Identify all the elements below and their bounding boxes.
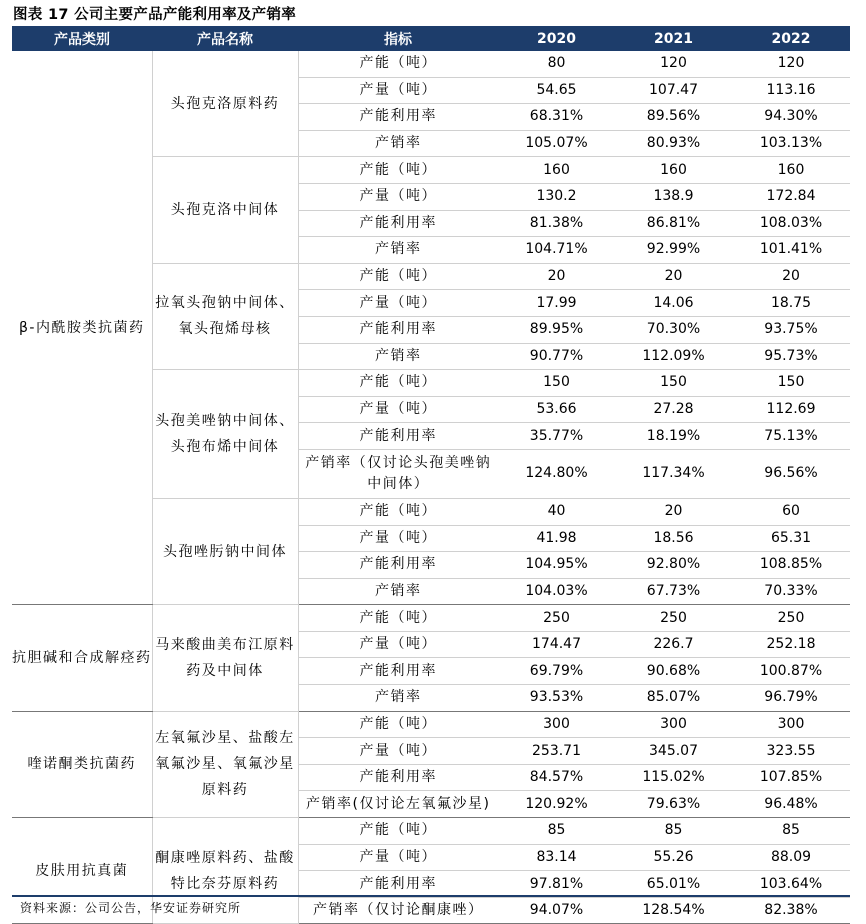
value-2022-cell: 70.33% — [732, 578, 850, 605]
indicator-cell: 产量（吨） — [298, 631, 498, 658]
indicator-cell: 产能（吨） — [298, 498, 498, 525]
value-2021-cell: 55.26 — [615, 844, 732, 871]
value-2020-cell: 41.98 — [498, 525, 615, 552]
value-2021-cell: 20 — [615, 498, 732, 525]
value-2022-cell: 95.73% — [732, 343, 850, 370]
table-row — [12, 605, 850, 632]
product-cell: 左氧氟沙星、盐酸左氧氟沙星、氧氟沙星原料药 — [152, 711, 298, 817]
value-2022-cell: 172.84 — [732, 183, 850, 210]
indicator-cell: 产量（吨） — [298, 396, 498, 423]
value-2022-cell: 108.03% — [732, 210, 850, 237]
indicator-cell: 产能利用率 — [298, 658, 498, 685]
indicator-cell: 产销率 — [298, 578, 498, 605]
product-cell: 头孢克洛原料药 — [152, 51, 298, 157]
value-2020-cell: 81.38% — [498, 210, 615, 237]
value-2021-cell: 92.99% — [615, 237, 732, 264]
value-2022-cell: 96.48% — [732, 791, 850, 818]
value-2021-cell: 120 — [615, 51, 732, 77]
capacity-table — [12, 26, 850, 924]
value-2021-cell: 70.30% — [615, 316, 732, 343]
value-2020-cell: 105.07% — [498, 130, 615, 157]
table-row — [12, 818, 850, 845]
indicator-cell: 产销率(仅讨论左氧氟沙星) — [298, 791, 498, 818]
value-2022-cell: 112.69 — [732, 396, 850, 423]
header-product: 产品名称 — [152, 26, 298, 51]
value-2020-cell: 174.47 — [498, 631, 615, 658]
value-2021-cell: 80.93% — [615, 130, 732, 157]
value-2020-cell: 130.2 — [498, 183, 615, 210]
value-2020-cell: 124.80% — [498, 449, 615, 498]
value-2022-cell: 82.38% — [732, 897, 850, 924]
value-2020-cell: 160 — [498, 157, 615, 184]
value-2020-cell: 69.79% — [498, 658, 615, 685]
value-2022-cell: 103.13% — [732, 130, 850, 157]
indicator-cell: 产能（吨） — [298, 370, 498, 397]
value-2022-cell: 96.56% — [732, 449, 850, 498]
value-2021-cell: 85 — [615, 818, 732, 845]
source-note: 资料来源：公司公告，华安证券研究所 — [20, 901, 242, 915]
header-2021: 2021 — [615, 26, 732, 51]
value-2021-cell: 107.47 — [615, 77, 732, 104]
value-2020-cell: 120.92% — [498, 791, 615, 818]
value-2020-cell: 253.71 — [498, 738, 615, 765]
value-2021-cell: 300 — [615, 711, 732, 738]
value-2020-cell: 94.07% — [498, 897, 615, 924]
value-2022-cell: 160 — [732, 157, 850, 184]
table-row — [12, 711, 850, 738]
value-2021-cell: 14.06 — [615, 290, 732, 317]
value-2022-cell: 94.30% — [732, 104, 850, 131]
value-2022-cell: 85 — [732, 818, 850, 845]
value-2022-cell: 101.41% — [732, 237, 850, 264]
value-2022-cell: 323.55 — [732, 738, 850, 765]
indicator-cell: 产量（吨） — [298, 738, 498, 765]
value-2020-cell: 93.53% — [498, 685, 615, 712]
indicator-cell: 产销率 — [298, 343, 498, 370]
value-2021-cell: 92.80% — [615, 552, 732, 579]
header-category: 产品类别 — [12, 26, 152, 51]
product-cell: 头孢克洛中间体 — [152, 157, 298, 263]
value-2021-cell: 138.9 — [615, 183, 732, 210]
header-2020: 2020 — [498, 26, 615, 51]
value-2022-cell: 100.87% — [732, 658, 850, 685]
indicator-cell: 产能利用率 — [298, 423, 498, 450]
header-row — [12, 26, 850, 51]
value-2022-cell: 18.75 — [732, 290, 850, 317]
value-2022-cell: 20 — [732, 263, 850, 290]
indicator-cell: 产销率 — [298, 685, 498, 712]
indicator-cell: 产量（吨） — [298, 844, 498, 871]
value-2021-cell: 27.28 — [615, 396, 732, 423]
value-2020-cell: 150 — [498, 370, 615, 397]
value-2021-cell: 160 — [615, 157, 732, 184]
value-2020-cell: 54.65 — [498, 77, 615, 104]
product-cell: 头孢美唑钠中间体、头孢布烯中间体 — [152, 370, 298, 499]
value-2020-cell: 104.71% — [498, 237, 615, 264]
value-2022-cell: 107.85% — [732, 764, 850, 791]
value-2021-cell: 86.81% — [615, 210, 732, 237]
value-2020-cell: 300 — [498, 711, 615, 738]
value-2022-cell: 120 — [732, 51, 850, 77]
indicator-cell: 产能（吨） — [298, 711, 498, 738]
indicator-cell: 产销率（仅讨论头孢美唑钠中间体） — [298, 449, 498, 498]
value-2022-cell: 300 — [732, 711, 850, 738]
indicator-cell: 产量（吨） — [298, 77, 498, 104]
indicator-cell: 产量（吨） — [298, 290, 498, 317]
product-cell: 酮康唑原料药、盐酸特比奈芬原料药 — [152, 818, 298, 924]
value-2020-cell: 84.57% — [498, 764, 615, 791]
value-2022-cell: 252.18 — [732, 631, 850, 658]
header-2022: 2022 — [732, 26, 850, 51]
value-2020-cell: 35.77% — [498, 423, 615, 450]
value-2021-cell: 79.63% — [615, 791, 732, 818]
value-2020-cell: 80 — [498, 51, 615, 77]
table-bottom-rule — [12, 895, 850, 897]
indicator-cell: 产能利用率 — [298, 104, 498, 131]
value-2020-cell: 104.95% — [498, 552, 615, 579]
value-2021-cell: 65.01% — [615, 871, 732, 898]
indicator-cell: 产能（吨） — [298, 157, 498, 184]
value-2021-cell: 85.07% — [615, 685, 732, 712]
indicator-cell: 产销率 — [298, 130, 498, 157]
table-title: 图表 17 公司主要产品产能利用率及产销率 — [13, 7, 297, 23]
value-2020-cell: 85 — [498, 818, 615, 845]
value-2022-cell: 113.16 — [732, 77, 850, 104]
value-2021-cell: 112.09% — [615, 343, 732, 370]
value-2020-cell: 83.14 — [498, 844, 615, 871]
indicator-cell: 产量（吨） — [298, 183, 498, 210]
value-2021-cell: 115.02% — [615, 764, 732, 791]
table-row — [12, 51, 850, 77]
value-2020-cell: 104.03% — [498, 578, 615, 605]
value-2020-cell: 250 — [498, 605, 615, 632]
value-2021-cell: 67.73% — [615, 578, 732, 605]
value-2021-cell: 18.56 — [615, 525, 732, 552]
category-cell: 抗胆碱和合成解痉药 — [12, 605, 152, 711]
value-2020-cell: 17.99 — [498, 290, 615, 317]
product-cell: 拉氧头孢钠中间体、氧头孢烯母核 — [152, 263, 298, 369]
header-indicator: 指标 — [298, 26, 498, 51]
value-2021-cell: 90.68% — [615, 658, 732, 685]
value-2022-cell: 108.85% — [732, 552, 850, 579]
value-2020-cell: 40 — [498, 498, 615, 525]
indicator-cell: 产销率 — [298, 237, 498, 264]
category-cell: 喹诺酮类抗菌药 — [12, 711, 152, 817]
value-2021-cell: 150 — [615, 370, 732, 397]
value-2020-cell: 53.66 — [498, 396, 615, 423]
value-2021-cell: 128.54% — [615, 897, 732, 924]
value-2022-cell: 96.79% — [732, 685, 850, 712]
value-2021-cell: 226.7 — [615, 631, 732, 658]
value-2022-cell: 103.64% — [732, 871, 850, 898]
category-cell: 皮肤用抗真菌 — [12, 818, 152, 924]
value-2021-cell: 345.07 — [615, 738, 732, 765]
indicator-cell: 产能利用率 — [298, 210, 498, 237]
value-2020-cell: 68.31% — [498, 104, 615, 131]
value-2022-cell: 150 — [732, 370, 850, 397]
indicator-cell: 产能利用率 — [298, 316, 498, 343]
table-body — [12, 51, 850, 924]
indicator-cell: 产销率（仅讨论酮康唑） — [298, 897, 498, 924]
value-2021-cell: 18.19% — [615, 423, 732, 450]
value-2020-cell: 90.77% — [498, 343, 615, 370]
value-2022-cell: 65.31 — [732, 525, 850, 552]
value-2022-cell: 250 — [732, 605, 850, 632]
value-2021-cell: 117.34% — [615, 449, 732, 498]
product-cell: 马来酸曲美布江原料药及中间体 — [152, 605, 298, 711]
indicator-cell: 产能利用率 — [298, 871, 498, 898]
value-2022-cell: 93.75% — [732, 316, 850, 343]
value-2021-cell: 89.56% — [615, 104, 732, 131]
product-cell: 头孢唑肟钠中间体 — [152, 498, 298, 604]
indicator-cell: 产量（吨） — [298, 525, 498, 552]
indicator-cell: 产能（吨） — [298, 51, 498, 77]
indicator-cell: 产能利用率 — [298, 764, 498, 791]
indicator-cell: 产能（吨） — [298, 605, 498, 632]
value-2021-cell: 250 — [615, 605, 732, 632]
indicator-cell: 产能（吨） — [298, 818, 498, 845]
value-2021-cell: 20 — [615, 263, 732, 290]
value-2022-cell: 75.13% — [732, 423, 850, 450]
indicator-cell: 产能（吨） — [298, 263, 498, 290]
value-2020-cell: 97.81% — [498, 871, 615, 898]
value-2020-cell: 20 — [498, 263, 615, 290]
value-2022-cell: 60 — [732, 498, 850, 525]
indicator-cell: 产能利用率 — [298, 552, 498, 579]
value-2022-cell: 88.09 — [732, 844, 850, 871]
category-cell: β-内酰胺类抗菌药 — [12, 51, 152, 605]
value-2020-cell: 89.95% — [498, 316, 615, 343]
